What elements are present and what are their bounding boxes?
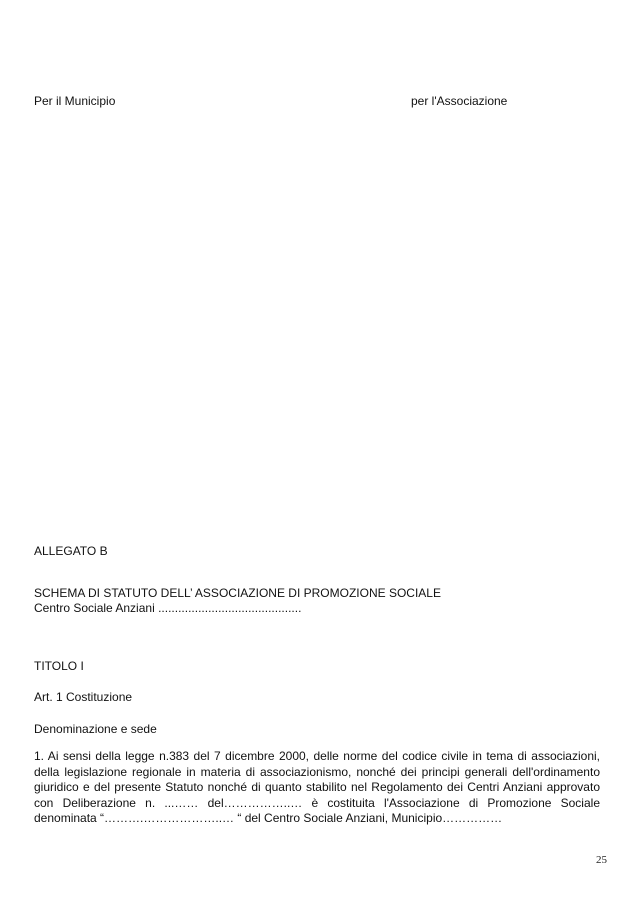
section-title: TITOLO I (34, 659, 84, 673)
article-heading: Art. 1 Costituzione (34, 690, 133, 704)
signature-right-label: per l'Associazione (411, 94, 508, 108)
article-subheading: Denominazione e sede (34, 722, 157, 736)
signature-left-label: Per il Municipio (34, 94, 116, 108)
centre-name-line: Centro Sociale Anziani ........................................... (34, 601, 302, 615)
page-number: 25 (596, 854, 607, 866)
statute-schema-title: SCHEMA DI STATUTO DELL’ ASSOCIAZIONE DI PROMOZIONE SOCIALE (34, 586, 441, 600)
annex-title: ALLEGATO B (34, 544, 108, 558)
article-paragraph: 1. Ai sensi della legge n.383 del 7 dicembre 2000, delle norme del codice civile in tema di associazioni, della legislazione regionale in materia di associazionismo, nonché dei principi generali dell'ordinamento giuridico e del presente Statuto nonché di quanto stabilito nel Regolamento dei Centri Anziani approvato con Deliberazione n. ...…… del……………..… è costituita l'Associazione di Promozione Sociale denominata “……….………………..… “ del Centro Sociale Anziani, Municipio…………… (34, 749, 600, 826)
